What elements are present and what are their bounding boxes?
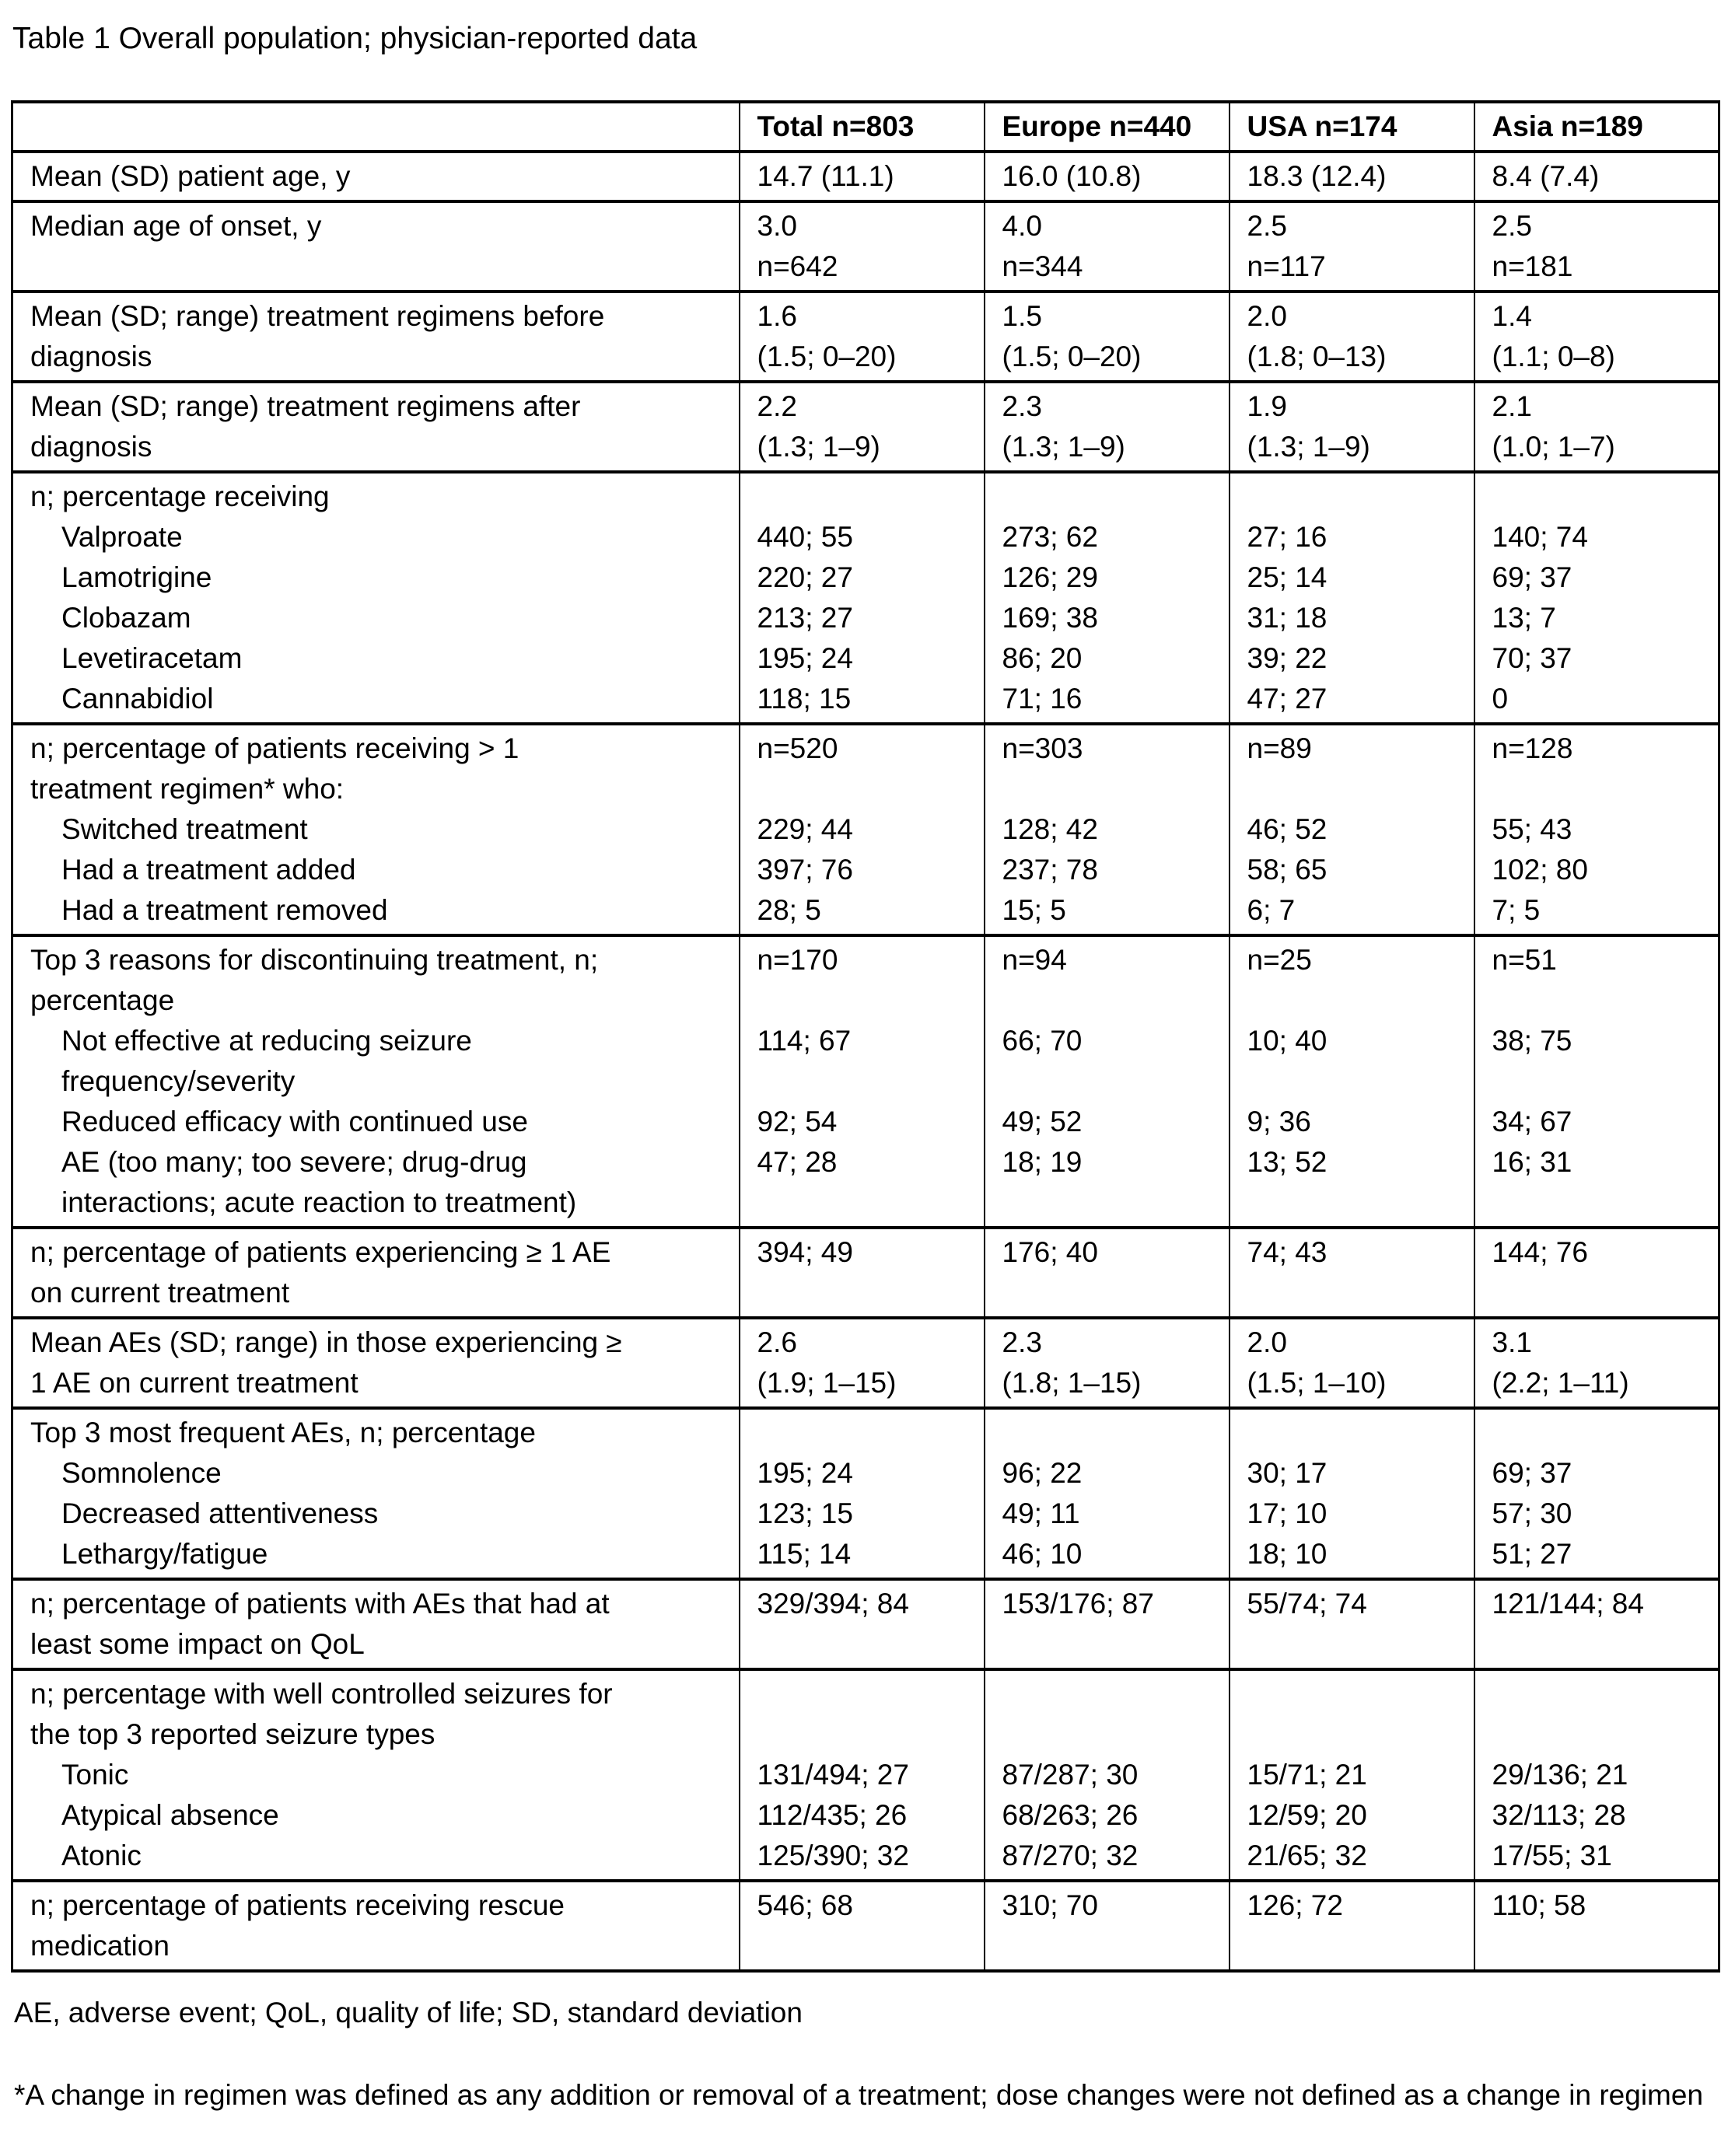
footnote-abbreviations: AE, adverse event; QoL, quality of life; SD, standard deviation	[14, 1996, 803, 2028]
row-label-line: Levetiracetam	[61, 641, 243, 674]
data-cell-line: (1.5; 0–20)	[1002, 340, 1142, 372]
data-cell-line: 28; 5	[757, 893, 821, 926]
row-label-line: Median age of onset, y	[30, 209, 322, 242]
data-cell-line: 125/390; 32	[757, 1839, 909, 1871]
data-cell-line: 229; 44	[757, 812, 853, 845]
data-cell	[1230, 292, 1474, 382]
row-label-line: 1 AE on current treatment	[30, 1366, 359, 1399]
table-row	[12, 472, 1719, 724]
data-cell-line: 39; 22	[1247, 641, 1327, 674]
data-cell-line: 169; 38	[1002, 601, 1098, 634]
data-cell-line: (1.1; 0–8)	[1492, 340, 1615, 372]
data-cell-line: (1.9; 1–15)	[757, 1366, 897, 1399]
data-cell-line: 18.3 (12.4)	[1247, 159, 1387, 192]
data-cell-line: 112/435; 26	[757, 1798, 908, 1831]
data-cell-line	[1247, 1061, 1467, 1102]
data-cell-line: 9; 36	[1247, 1105, 1311, 1137]
data-cell-line	[757, 1183, 978, 1223]
table-row	[12, 1579, 1719, 1669]
data-cell-line: 144; 76	[1492, 1235, 1588, 1268]
row-label-line: Lamotrigine	[61, 561, 212, 593]
data-cell	[985, 382, 1230, 472]
row-label-line: treatment regimen* who:	[30, 772, 345, 805]
data-cell	[1230, 472, 1474, 724]
row-label-cell	[12, 724, 740, 935]
data-cell-line: 1.4	[1492, 299, 1532, 332]
data-cell-line: 310; 70	[1002, 1889, 1098, 1921]
data-cell-line: 15/71; 21	[1247, 1758, 1367, 1791]
data-cell-line: n=170	[757, 943, 838, 976]
data-cell	[740, 935, 985, 1228]
data-cell	[1474, 1408, 1719, 1579]
row-label-line: Mean (SD; range) treatment regimens after	[30, 390, 581, 422]
data-cell-line: 96; 22	[1002, 1456, 1083, 1489]
data-cell-line: 87/287; 30	[1002, 1758, 1139, 1791]
data-cell-line	[1492, 1061, 1712, 1102]
data-cell-line	[1002, 1714, 1223, 1755]
row-label-cell	[12, 382, 740, 472]
data-cell	[1474, 1318, 1719, 1408]
data-cell-line: 92; 54	[757, 1105, 838, 1137]
table-row	[12, 1881, 1719, 1971]
table-row	[12, 152, 1719, 201]
data-cell-line	[757, 1714, 978, 1755]
row-label-line: Mean (SD) patient age, y	[30, 159, 351, 192]
data-cell	[740, 472, 985, 724]
data-cell	[985, 292, 1230, 382]
data-cell-line: 46; 52	[1247, 812, 1327, 845]
data-cell-line: 121/144; 84	[1492, 1587, 1644, 1620]
data-cell-line: 7; 5	[1492, 893, 1541, 926]
data-cell-line: 70; 37	[1492, 641, 1572, 674]
data-cell-line: 30; 17	[1247, 1456, 1327, 1489]
data-cell	[1230, 382, 1474, 472]
data-cell-line: 58; 65	[1247, 853, 1327, 886]
data-cell	[1474, 1228, 1719, 1318]
data-cell	[1230, 152, 1474, 201]
data-cell-line: 3.0	[757, 209, 797, 242]
row-label-line: medication	[30, 1929, 170, 1962]
data-cell-line: n=520	[757, 732, 838, 764]
data-cell-line: 55; 43	[1492, 812, 1572, 845]
data-cell-line: 18; 19	[1002, 1145, 1083, 1178]
data-cell	[985, 1579, 1230, 1669]
row-label-line: AE (too many; too severe; drug-drug	[61, 1145, 527, 1178]
data-cell-line: 86; 20	[1002, 641, 1083, 674]
data-cell-line: 29/136; 21	[1492, 1758, 1628, 1791]
data-cell-line: 66; 70	[1002, 1024, 1083, 1057]
row-label-line: Atypical absence	[61, 1798, 279, 1831]
data-cell-line: 71; 16	[1002, 682, 1083, 715]
data-cell-line: 2.3	[1002, 390, 1042, 422]
data-cell	[1474, 152, 1719, 201]
data-cell-line: 57; 30	[1492, 1497, 1572, 1529]
row-label-cell	[12, 935, 740, 1228]
data-cell-line	[1247, 477, 1467, 517]
data-cell-line: 15; 5	[1002, 893, 1066, 926]
data-cell-line	[1492, 769, 1712, 809]
data-cell-line: (1.5; 0–20)	[757, 340, 897, 372]
column-header: USA n=174	[1230, 102, 1474, 152]
table-row	[12, 1228, 1719, 1318]
data-cell-line: 2.6	[757, 1326, 797, 1358]
data-cell-line: 1.6	[757, 299, 797, 332]
data-cell	[985, 1408, 1230, 1579]
data-cell-line: 69; 37	[1492, 561, 1572, 593]
data-cell	[985, 472, 1230, 724]
data-cell	[1230, 1669, 1474, 1881]
data-cell	[1474, 1579, 1719, 1669]
data-cell-line: (1.3; 1–9)	[757, 430, 880, 463]
row-label-line: n; percentage receiving	[30, 480, 330, 512]
footnote-asterisk: *A change in regimen was defined as any addition or removal of a treatment; dose changes were not defined as a change in regimen	[14, 2078, 1704, 2111]
data-cell-line: 25; 14	[1247, 561, 1327, 593]
data-cell-line: n=181	[1492, 250, 1573, 282]
data-cell-line: 55/74; 74	[1247, 1587, 1367, 1620]
data-cell-line: n=303	[1002, 732, 1083, 764]
data-cell-line	[1492, 980, 1712, 1021]
data-cell-line: 126; 29	[1002, 561, 1098, 593]
data-cell-line: 13; 7	[1492, 601, 1556, 634]
data-cell-line: 273; 62	[1002, 520, 1098, 553]
data-cell-line: 6; 7	[1247, 893, 1296, 926]
row-label-line: Mean AEs (SD; range) in those experiencing ≥	[30, 1326, 622, 1358]
data-cell-line	[757, 1674, 978, 1714]
data-cell-line: (1.8; 0–13)	[1247, 340, 1387, 372]
data-cell	[985, 1318, 1230, 1408]
row-label-line: Cannabidiol	[61, 682, 214, 715]
data-cell	[1230, 935, 1474, 1228]
data-cell-line: 21/65; 32	[1247, 1839, 1367, 1871]
row-label-line: Had a treatment removed	[61, 893, 388, 926]
data-cell-line: (1.0; 1–7)	[1492, 430, 1615, 463]
data-cell-line: 46; 10	[1002, 1537, 1083, 1570]
column-header: Europe n=440	[985, 102, 1230, 152]
row-label-line: n; percentage of patients receiving > 1	[30, 732, 519, 764]
data-cell-line: 12/59; 20	[1247, 1798, 1367, 1831]
data-cell-line: 213; 27	[757, 601, 853, 634]
row-label-line: n; percentage of patients receiving rescue	[30, 1889, 565, 1921]
data-cell-line	[1492, 477, 1712, 517]
data-cell-line: 27; 16	[1247, 520, 1327, 553]
data-cell-line	[757, 1413, 978, 1453]
data-cell	[1474, 1669, 1719, 1881]
data-cell	[1230, 1318, 1474, 1408]
row-label-line: Decreased attentiveness	[61, 1497, 379, 1529]
data-cell-line: 2.0	[1247, 299, 1287, 332]
data-cell-line: 8.4 (7.4)	[1492, 159, 1600, 192]
table-row	[12, 201, 1719, 292]
data-cell-line: 102; 80	[1492, 853, 1588, 886]
data-cell-line: 16; 31	[1492, 1145, 1572, 1178]
column-header: Asia n=189	[1474, 102, 1719, 152]
data-cell-line: 0	[1492, 682, 1509, 715]
row-label-line: Tonic	[61, 1758, 129, 1791]
data-table	[11, 100, 1720, 1973]
data-cell-line: 115; 14	[757, 1537, 852, 1570]
data-cell-line: 126; 72	[1247, 1889, 1343, 1921]
data-cell-line: (1.5; 1–10)	[1247, 1366, 1387, 1399]
data-cell-line: n=642	[757, 250, 838, 282]
table-row	[12, 1408, 1719, 1579]
row-label-line: percentage	[30, 984, 175, 1016]
corner-cell	[12, 102, 740, 152]
data-cell-line	[1492, 1413, 1712, 1453]
row-label-line: Switched treatment	[61, 812, 308, 845]
data-cell-line: 1.5	[1002, 299, 1042, 332]
row-label-line: the top 3 reported seizure types	[30, 1717, 435, 1750]
data-cell-line: 176; 40	[1002, 1235, 1098, 1268]
data-cell	[1230, 1881, 1474, 1971]
data-cell	[985, 935, 1230, 1228]
data-cell	[1474, 292, 1719, 382]
data-cell-line: (1.3; 1–9)	[1002, 430, 1125, 463]
data-cell-line: 131/494; 27	[757, 1758, 909, 1791]
data-cell-line	[1247, 1413, 1467, 1453]
row-label-cell	[12, 472, 740, 724]
data-cell	[985, 724, 1230, 935]
data-cell-line	[1247, 980, 1467, 1021]
data-cell	[740, 724, 985, 935]
data-cell	[1474, 201, 1719, 292]
data-cell-line: 16.0 (10.8)	[1002, 159, 1142, 192]
column-header: Total n=803	[740, 102, 985, 152]
data-cell-line	[1002, 980, 1223, 1021]
table-caption: Table 1 Overall population; physician-reported data	[12, 22, 698, 55]
data-cell-line: 2.5	[1492, 209, 1532, 242]
data-cell-line	[757, 1061, 978, 1102]
data-cell	[1474, 472, 1719, 724]
data-cell	[1474, 1881, 1719, 1971]
data-cell	[740, 382, 985, 472]
row-label-cell	[12, 201, 740, 292]
data-cell-line: 17; 10	[1247, 1497, 1327, 1529]
data-cell-line: 1.9	[1247, 390, 1287, 422]
data-cell-line	[1492, 1183, 1712, 1223]
row-label-line: interactions; acute reaction to treatment)	[61, 1186, 577, 1218]
data-cell-line: (2.2; 1–11)	[1492, 1366, 1629, 1399]
data-cell-line	[1002, 1674, 1223, 1714]
data-cell	[740, 1228, 985, 1318]
data-cell-line: 128; 42	[1002, 812, 1098, 845]
data-cell-line: 13; 52	[1247, 1145, 1327, 1178]
data-cell	[985, 152, 1230, 201]
data-cell	[1230, 1228, 1474, 1318]
data-cell-line: 32/113; 28	[1492, 1798, 1626, 1831]
data-cell-line: n=128	[1492, 732, 1573, 764]
data-cell-line: 2.1	[1492, 390, 1532, 422]
row-label-line: Somnolence	[61, 1456, 222, 1489]
data-cell-line: 195; 24	[757, 641, 853, 674]
row-label-line: n; percentage of patients experiencing ≥ 1 AE	[30, 1235, 611, 1268]
data-cell-line	[1247, 1183, 1467, 1223]
row-label-cell	[12, 1408, 740, 1579]
data-cell-line: n=51	[1492, 943, 1557, 976]
row-label-line: n; percentage with well controlled seizures for	[30, 1677, 613, 1710]
data-cell-line: 49; 11	[1002, 1497, 1080, 1529]
data-cell	[1474, 382, 1719, 472]
table-header-row	[12, 102, 1719, 152]
data-cell-line: 18; 10	[1247, 1537, 1327, 1570]
data-cell	[1230, 201, 1474, 292]
data-cell-line: 31; 18	[1247, 601, 1327, 634]
table-row	[12, 1669, 1719, 1881]
data-cell	[1474, 724, 1719, 935]
row-label-cell	[12, 1579, 740, 1669]
data-cell-line	[757, 769, 978, 809]
data-cell-line: 118; 15	[757, 682, 852, 715]
row-label-line: on current treatment	[30, 1276, 290, 1309]
data-cell-line: 195; 24	[757, 1456, 853, 1489]
data-cell-line: 69; 37	[1492, 1456, 1572, 1489]
row-label-cell	[12, 292, 740, 382]
row-label-line: Top 3 reasons for discontinuing treatment, n;	[30, 943, 599, 976]
data-cell	[740, 152, 985, 201]
row-label-line: Not effective at reducing seizure	[61, 1024, 472, 1057]
data-cell-line	[757, 477, 978, 517]
row-label-line: Mean (SD; range) treatment regimens before	[30, 299, 605, 332]
data-cell-line	[1002, 1183, 1223, 1223]
data-cell-line: 14.7 (11.1)	[757, 159, 894, 192]
data-cell-line: 68/263; 26	[1002, 1798, 1139, 1831]
data-cell-line	[1002, 769, 1223, 809]
data-cell	[740, 201, 985, 292]
table-row	[12, 935, 1719, 1228]
data-cell-line: 47; 28	[757, 1145, 838, 1178]
data-cell	[740, 1579, 985, 1669]
data-cell-line: 2.0	[1247, 1326, 1287, 1358]
row-label-line: Had a treatment added	[61, 853, 356, 886]
data-cell-line: 220; 27	[757, 561, 853, 593]
data-cell-line: n=25	[1247, 943, 1312, 976]
row-label-cell	[12, 152, 740, 201]
data-cell-line: n=94	[1002, 943, 1067, 976]
data-cell-line: 4.0	[1002, 209, 1042, 242]
table-row	[12, 724, 1719, 935]
data-cell-line: 397; 76	[757, 853, 853, 886]
data-cell-line	[1002, 1061, 1223, 1102]
data-cell-line: 2.3	[1002, 1326, 1042, 1358]
data-cell-line	[1492, 1674, 1712, 1714]
row-label-line: Clobazam	[61, 601, 191, 634]
data-cell-line: 394; 49	[757, 1235, 853, 1268]
data-cell	[1474, 935, 1719, 1228]
data-cell-line: 2.5	[1247, 209, 1287, 242]
row-label-line: diagnosis	[30, 430, 152, 463]
data-cell-line: (1.3; 1–9)	[1247, 430, 1370, 463]
data-cell-line: 114; 67	[757, 1024, 852, 1057]
data-cell-line: 110; 58	[1492, 1889, 1586, 1921]
data-cell-line	[1492, 1714, 1712, 1755]
data-cell-line	[1002, 477, 1223, 517]
data-cell-line: 74; 43	[1247, 1235, 1327, 1268]
data-cell	[1230, 1408, 1474, 1579]
row-label-cell	[12, 1669, 740, 1881]
row-label-cell	[12, 1881, 740, 1971]
data-cell-line: 49; 52	[1002, 1105, 1083, 1137]
data-cell-line: 34; 67	[1492, 1105, 1572, 1137]
row-label-cell	[12, 1318, 740, 1408]
data-cell	[740, 1669, 985, 1881]
data-cell	[985, 1228, 1230, 1318]
data-cell-line: 2.2	[757, 390, 797, 422]
row-label-line: Valproate	[61, 520, 183, 553]
row-label-line: diagnosis	[30, 340, 152, 372]
data-cell	[1230, 724, 1474, 935]
data-cell-line	[1247, 769, 1467, 809]
data-cell-line: 237; 78	[1002, 853, 1098, 886]
table-row	[12, 1318, 1719, 1408]
data-cell	[985, 1669, 1230, 1881]
data-cell-line: 440; 55	[757, 520, 853, 553]
row-label-line: Lethargy/fatigue	[61, 1537, 268, 1570]
data-cell-line: 47; 27	[1247, 682, 1327, 715]
data-cell-line: 153/176; 87	[1002, 1587, 1154, 1620]
data-cell-line: 3.1	[1492, 1326, 1532, 1358]
row-label-line: frequency/severity	[61, 1064, 296, 1097]
data-cell-line: 17/55; 31	[1492, 1839, 1612, 1871]
row-label-line: least some impact on QoL	[30, 1627, 365, 1660]
data-cell-line: 123; 15	[757, 1497, 853, 1529]
data-cell-line: 546; 68	[757, 1889, 853, 1921]
data-cell-line: 38; 75	[1492, 1024, 1572, 1057]
data-cell	[740, 292, 985, 382]
data-cell-line: (1.8; 1–15)	[1002, 1366, 1142, 1399]
data-cell-line	[1247, 1674, 1467, 1714]
data-cell-line: 329/394; 84	[757, 1587, 909, 1620]
table-row	[12, 382, 1719, 472]
table-row	[12, 292, 1719, 382]
data-cell-line: 87/270; 32	[1002, 1839, 1139, 1871]
data-cell-line: n=89	[1247, 732, 1312, 764]
data-cell-line: n=344	[1002, 250, 1083, 282]
data-cell-line	[1247, 1714, 1467, 1755]
row-label-line: n; percentage of patients with AEs that had at	[30, 1587, 610, 1620]
data-cell-line: n=117	[1247, 250, 1326, 282]
data-cell	[985, 1881, 1230, 1971]
row-label-cell	[12, 1228, 740, 1318]
row-label-line: Atonic	[61, 1839, 142, 1871]
data-cell	[740, 1318, 985, 1408]
data-cell-line: 140; 74	[1492, 520, 1588, 553]
data-cell-line: 51; 27	[1492, 1537, 1572, 1570]
data-cell	[1230, 1579, 1474, 1669]
data-cell	[740, 1408, 985, 1579]
data-cell-line	[757, 980, 978, 1021]
data-cell	[740, 1881, 985, 1971]
data-cell	[985, 201, 1230, 292]
data-cell-line: 10; 40	[1247, 1024, 1327, 1057]
row-label-line: Reduced efficacy with continued use	[61, 1105, 528, 1137]
row-label-line: Top 3 most frequent AEs, n; percentage	[30, 1416, 536, 1448]
data-cell-line	[1002, 1413, 1223, 1453]
